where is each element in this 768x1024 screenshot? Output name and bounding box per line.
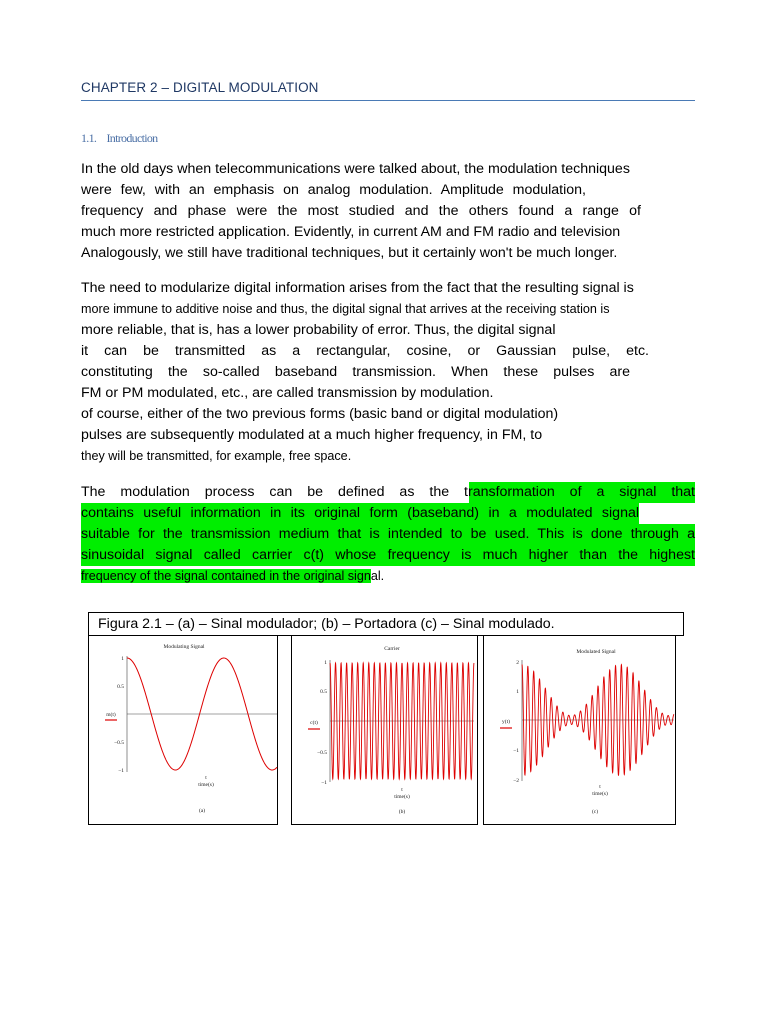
paragraph-line: pulses are subsequently modulated at a much higher frequency, in FM, to <box>81 427 543 443</box>
highlighted-text: frequency of the signal contained in the original sign <box>81 569 371 583</box>
modulated-signal-plot <box>484 636 677 825</box>
highlighted-text: suitable for the transmission medium that is intended to be used. This is done through a <box>81 524 695 545</box>
y-axis-label: c(t) <box>310 720 318 726</box>
section-heading <box>81 131 157 146</box>
panel-modulating-signal <box>88 636 278 825</box>
x-axis-label: time(s) <box>394 794 410 800</box>
y-axis-label: y(t) <box>502 719 510 725</box>
y-tick-label: −1 <box>118 768 124 774</box>
paragraph-line: more immune to additive noise and thus, the digital signal that arrives at the receiving station is <box>81 302 610 316</box>
y-tick-label: 0.5 <box>117 684 124 690</box>
plot-title: Modulated Signal <box>576 649 616 655</box>
y-tick-label: 0.5 <box>320 689 327 695</box>
carrier-plot <box>292 636 479 825</box>
figure-caption: Figura 2.1 – (a) – Sinal modulador; (b) – Portadora (c) – Sinal modulado. <box>88 612 684 636</box>
plot-title: Carrier <box>384 646 400 652</box>
panel-modulated-signal <box>483 636 676 825</box>
paragraph-line <box>81 482 695 503</box>
paragraph-line: were few, with an emphasis on analog modulation. Amplitude modulation, <box>81 182 586 198</box>
paragraph-line: Analogously, we still have traditional techniques, but it certainly won't be much longer. <box>81 245 618 261</box>
paragraph-line: of course, either of the two previous forms (basic band or digital modulation) <box>81 406 559 422</box>
panel-carrier <box>291 636 478 825</box>
plot-title: Modulating Signal <box>163 644 205 650</box>
panel-tag: (c) <box>591 809 599 815</box>
x-axis-label: time(s) <box>592 791 608 797</box>
y-tick-label: −2 <box>513 778 519 784</box>
paragraph-line: The need to modularize digital information arises from the fact that the resulting signal is <box>81 280 634 296</box>
chapter-title: CHAPTER 2 – DIGITAL MODULATION <box>81 80 695 101</box>
highlighted-text: rmation of a signal that <box>507 484 695 500</box>
y-tick-label: −1 <box>513 748 519 754</box>
paragraph-text: al. <box>370 569 385 583</box>
paragraph-line: more reliable, that is, has a lower probability of error. Thus, the digital signal <box>81 322 556 338</box>
highlighted-text: sinusoidal signal called carrier c(t) whose frequency is much higher than the highest <box>81 545 695 566</box>
y-tick-label: 2 <box>516 660 519 666</box>
paragraph-line: In the old days when telecommunications were talked about, the modulation techniques <box>81 161 630 177</box>
svg-text:t: t <box>599 784 601 790</box>
y-tick-label: 1 <box>516 689 519 695</box>
paragraph-text: The modulation process can be defined as the transfo <box>81 484 508 500</box>
svg-text:t: t <box>205 775 207 781</box>
paragraph-line <box>81 566 695 587</box>
figure-2-1 <box>88 612 684 825</box>
y-tick-label: −0.5 <box>317 750 327 756</box>
paragraph-line: they will be transmitted, for example, free space. <box>81 449 352 463</box>
section-number: 1.1. <box>81 131 97 145</box>
svg-text:t: t <box>401 787 403 793</box>
paragraph-line: constituting the so-called baseband transmission. When these pulses are <box>81 364 630 380</box>
y-tick-label: 1 <box>324 660 327 666</box>
paragraph-digital <box>81 278 689 467</box>
paragraph-line: it can be transmitted as a rectangular, cosine, or Gaussian pulse, etc. <box>81 343 649 359</box>
y-tick-label: 1 <box>121 656 124 662</box>
paragraph-modulation <box>81 482 695 587</box>
highlighted-text: contains useful information in its original form (baseband) in a modulated signal <box>81 503 639 524</box>
x-axis-label: time(s) <box>198 782 214 788</box>
y-axis-label: m(t) <box>106 712 116 718</box>
y-tick-label: −1 <box>321 780 327 786</box>
paragraph-line: much more restricted application. Evidently, in current AM and FM radio and television <box>81 224 621 240</box>
panel-tag: (a) <box>198 808 206 814</box>
paragraph-intro <box>81 159 689 264</box>
panel-tag: (b) <box>398 809 406 815</box>
paragraph-line: frequency and phase were the most studied and the others found a range of <box>81 203 641 219</box>
y-tick-label: −0.5 <box>114 740 124 746</box>
modulating-signal-plot <box>89 636 279 825</box>
section-title: Introduction <box>106 131 158 145</box>
paragraph-line: FM or PM modulated, etc., are called transmission by modulation. <box>81 385 494 401</box>
